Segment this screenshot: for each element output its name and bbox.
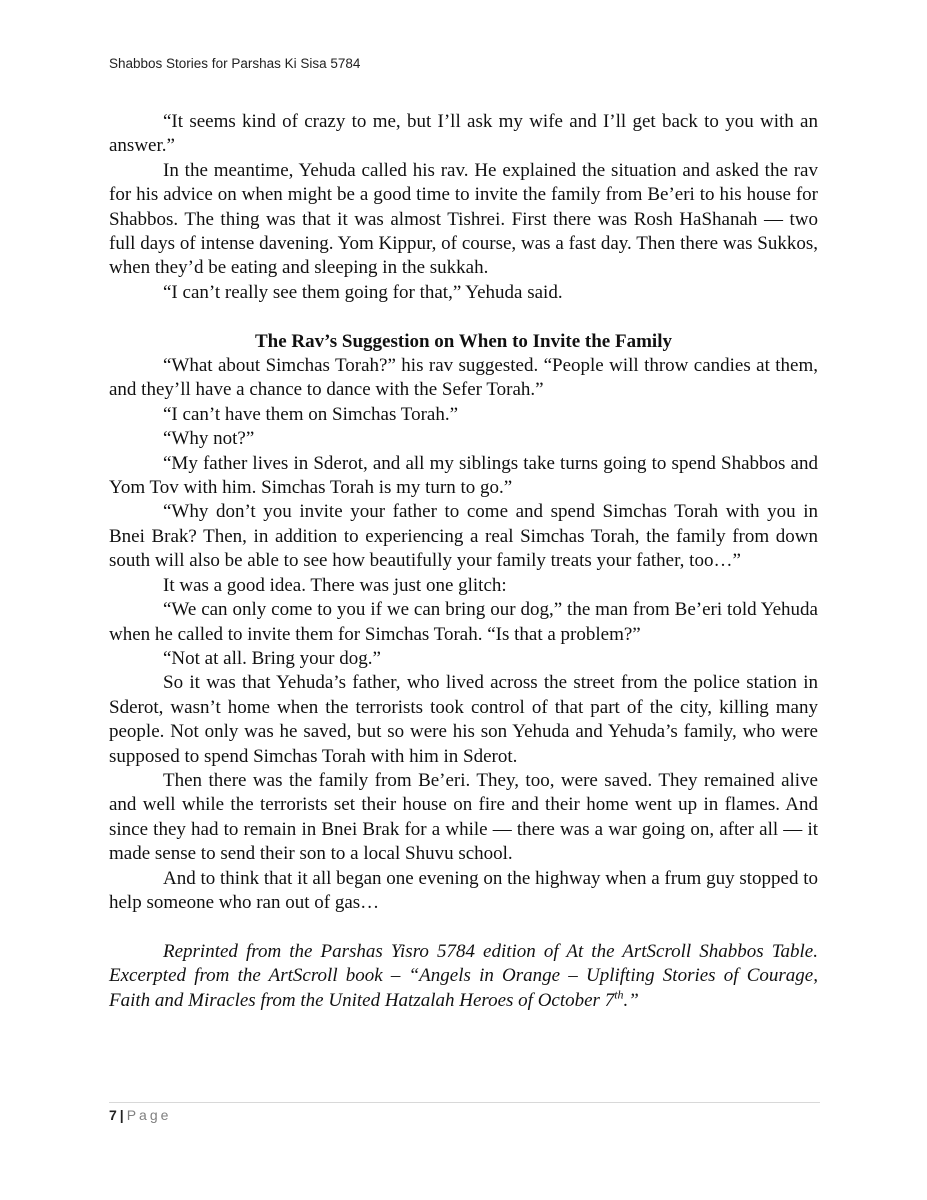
paragraph: In the meantime, Yehuda called his rav. He explained the situation and asked the rav for his advice on when might be a good time to invite the family from Be’eri to his house for Shabbos. The thing was that it was almost Tishrei. First there was Rosh HaShanah — two full days of intense davening. Yom Kippur, of course, was a fast day. Then there was Sukkos, when they’d be eating and sleeping in the sukkah. [109,159,818,279]
paragraph: Then there was the family from Be’eri. They, too, were saved. They remained alive and well while the terrorists set their house on fire and their home went up in flames. And since they had to remain in Bnei Brak for a while — there was a war going on, after all — it made sense to send their son to a local Shuvu school. [109,769,818,865]
paragraph: “We can only come to you if we can bring our dog,” the man from Be’eri told Yehuda when he called to invite them for Simchas Torah. “Is that a problem?” [109,599,818,645]
page-number: 7 [109,1107,117,1123]
footer-separator: | [119,1107,124,1123]
paragraph: “I can’t really see them going for that,” Yehuda said. [163,281,563,303]
paragraph: And to think that it all began one evening on the highway when a frum guy stopped to help someone who ran out of gas… [109,867,818,913]
article-body [109,110,818,1013]
footer-divider [109,1102,820,1103]
section-heading: The Rav’s Suggestion on When to Invite the Family [255,330,672,352]
reprint-credit [109,940,818,1013]
paragraph: “Not at all. Bring your dog.” [163,647,381,669]
paragraph: “It seems kind of crazy to me, but I’ll ask my wife and I’ll get back to you with an answer.” [109,111,818,157]
spacer [109,305,818,329]
paragraph: “Why don’t you invite your father to come and spend Simchas Torah with you in Bnei Brak? Then, in addition to experiencing a real Simchas Torah, the family from down south will also be able to see how beautifully your family treats your father, too…” [109,501,818,572]
paragraph: So it was that Yehuda’s father, who lived across the street from the police station in Sderot, wasn’t home when the terrorists took control of that part of the city, killing many people. Not only was he saved, but so were his son Yehuda and Yehuda’s family, who were supposed to spend Simchas Torah with him in Sderot. [109,672,818,767]
paragraph: “What about Simchas Torah?” his rav suggested. “People will throw candies at them, and they’ll have a chance to dance with the Sefer Torah.” [109,355,818,401]
credit-end: .” [623,989,639,1011]
paragraph: “Why not?” [163,428,255,450]
paragraph: “My father lives in Sderot, and all my siblings take turns going to spend Shabbos and Yom Tov with him. Simchas Torah is my turn to go.” [109,452,818,499]
credit-text: Reprinted from the Parshas Yisro 5784 edition of At the ArtScroll Shabbos Table. Excerpted from the ArtScroll book – “Angels in Orange – Uplifting Stories of Courage, Faith and Miracles from the United Hatzalah Heroes of October 7 [109,940,818,1011]
running-header: Shabbos Stories for Parshas Ki Sisa 5784 [109,56,361,71]
paragraph: “I can’t have them on Simchas Torah.” [163,403,459,425]
paragraph: It was a good idea. There was just one glitch: [163,574,507,596]
page-footer [109,1107,171,1123]
page-label: Page [126,1107,172,1123]
spacer [109,915,818,939]
credit-superscript: th [614,987,624,1002]
